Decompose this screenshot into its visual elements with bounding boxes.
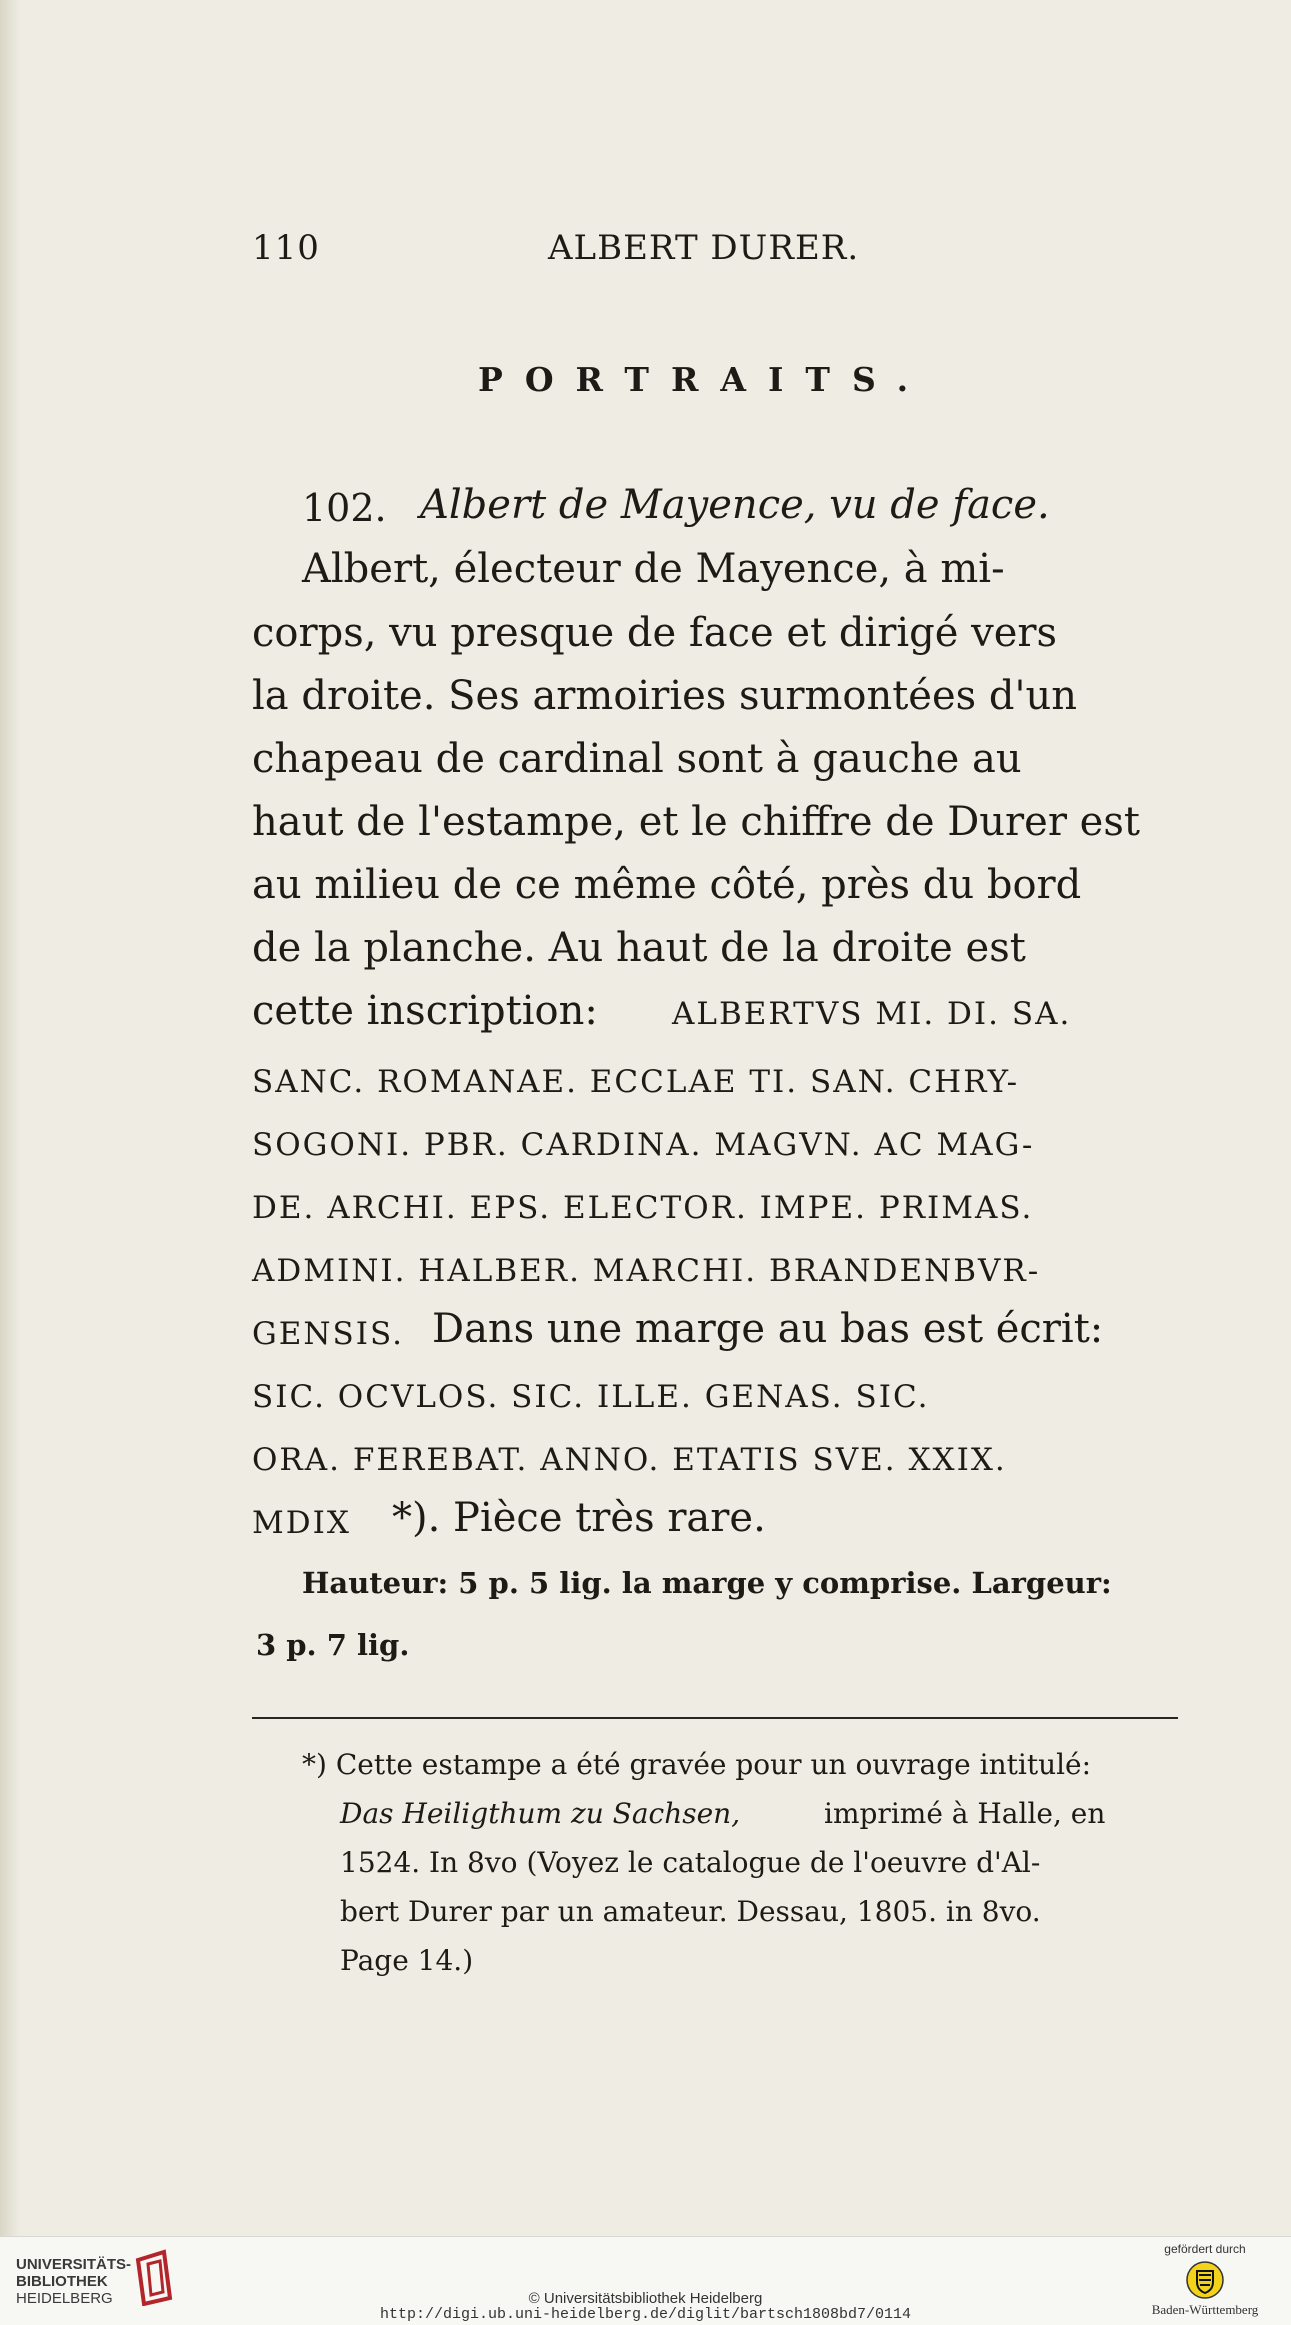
body-line: cette inscription: bbox=[252, 988, 598, 1034]
dimensions-line: 3 p. 7 lig. bbox=[256, 1628, 410, 1662]
body-line: Dans une marge au bas est écrit: bbox=[432, 1306, 1104, 1352]
inscription-caps: SIC. OCVLOS. SIC. ILLE. GENAS. SIC. bbox=[252, 1379, 930, 1415]
page-edge-shadow bbox=[0, 0, 20, 2236]
entry-title: Albert de Mayence, vu de face. bbox=[420, 482, 1050, 528]
sponsor-label: gefördert durch bbox=[1164, 2242, 1246, 2256]
section-title: PORTRAITS. bbox=[478, 360, 931, 399]
inscription-caps: SOGONI. PBR. CARDINA. MAGVN. AC MAG- bbox=[252, 1127, 1035, 1163]
inscription-caps: GENSIS. bbox=[252, 1316, 404, 1352]
footnote-line: imprimé à Halle, en bbox=[824, 1797, 1106, 1830]
inscription-caps: SANC. ROMANAE. ECCLAE TI. SAN. CHRY- bbox=[252, 1064, 1020, 1100]
inscription-caps: MDIX bbox=[252, 1505, 351, 1541]
dimensions-line: Hauteur: 5 p. 5 lig. la marge y comprise. Largeur: bbox=[302, 1566, 1112, 1600]
sponsor-name: Baden-Württemberg bbox=[1151, 2302, 1259, 2317]
body-line: de la planche. Au haut de la droite est bbox=[252, 925, 1026, 971]
body-line: haut de l'estampe, et le chiffre de Durer est bbox=[252, 799, 1140, 845]
library-name-line: UNIVERSITÄTS- bbox=[16, 2256, 132, 2273]
inscription-caps: DE. ARCHI. EPS. ELECTOR. IMPE. PRIMAS. bbox=[252, 1190, 1034, 1226]
body-line: *). Pièce très rare. bbox=[392, 1495, 766, 1541]
body-line: la droite. Ses armoiries surmontées d'un bbox=[252, 673, 1078, 719]
state-crest-icon bbox=[1185, 2260, 1225, 2300]
permalink-url[interactable]: http://digi.ub.uni-heidelberg.de/diglit/bartsch1808bd7/0114 bbox=[379, 2306, 912, 2323]
entry-number: 102. bbox=[302, 486, 387, 530]
body-line: corps, vu presque de face et dirigé vers bbox=[252, 610, 1058, 656]
sponsor-block[interactable] bbox=[1130, 2242, 1280, 2318]
library-name-line: HEIDELBERG bbox=[16, 2290, 113, 2307]
footnote-line: 1524. In 8vo (Voyez le catalogue de l'oeuvre d'Al- bbox=[340, 1846, 1041, 1879]
footnote-line: bert Durer par un amateur. Dessau, 1805. in 8vo. bbox=[340, 1895, 1041, 1928]
inscription-caps: ORA. FEREBAT. ANNO. ETATIS SVE. XXIX. bbox=[252, 1442, 1007, 1478]
copyright-text: © Universitätsbibliothek Heidelberg bbox=[528, 2290, 763, 2307]
footnote-line: *) Cette estampe a été gravée pour un ouvrage intitulé: bbox=[302, 1748, 1092, 1781]
body-line: au milieu de ce même côté, près du bord bbox=[252, 862, 1082, 908]
inscription-caps: ALBERTVS MI. DI. SA. bbox=[672, 996, 1072, 1032]
library-name-line: BIBLIOTHEK bbox=[16, 2273, 108, 2290]
footnote-line: Page 14.) bbox=[340, 1944, 474, 1977]
body-line: Albert, électeur de Mayence, à mi- bbox=[302, 546, 1005, 592]
body-line: chapeau de cardinal sont à gauche au bbox=[252, 736, 1022, 782]
footnote-title: Das Heiligthum zu Sachsen, bbox=[340, 1797, 741, 1830]
page-number: 110 bbox=[252, 228, 320, 268]
running-head-title: ALBERT DURER. bbox=[548, 228, 860, 268]
footnote-rule bbox=[252, 1717, 1178, 1719]
inscription-caps: ADMINI. HALBER. MARCHI. BRANDENBVR- bbox=[252, 1253, 1041, 1289]
